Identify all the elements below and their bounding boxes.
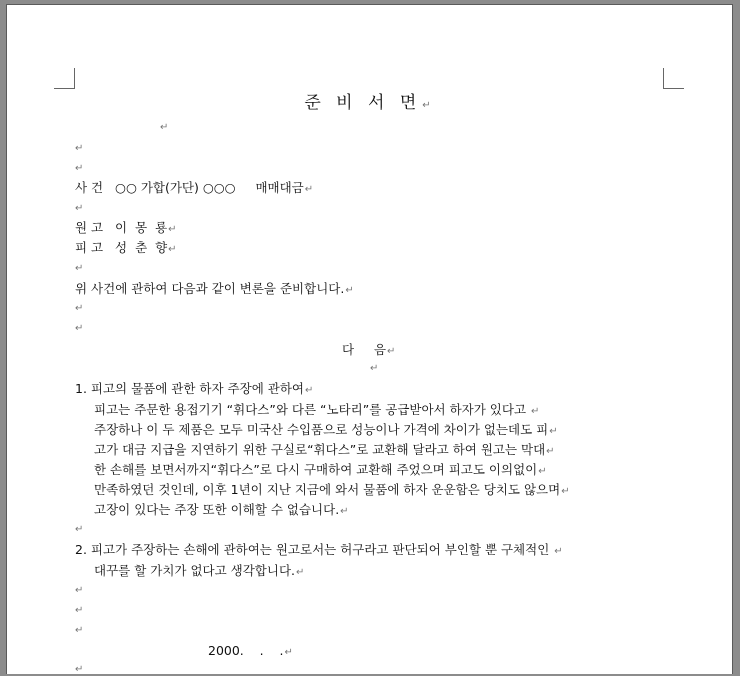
margin-corner-top-left xyxy=(54,68,75,89)
section-heading: 다 음↵ xyxy=(342,342,396,357)
paragraph-mark: ↵ xyxy=(75,524,84,535)
intro-line: 위 사건에 관하여 다음과 같이 변론을 준비합니다.↵ xyxy=(75,281,354,296)
item2-line: 대꾸를 할 가치가 없다고 생각합니다.↵ xyxy=(94,563,305,578)
item1-heading: 1. 피고의 물품에 관한 하자 주장에 관하여↵ xyxy=(75,381,314,396)
paragraph-mark: ↵ xyxy=(75,263,84,274)
item1-line: 주장하나 이 두 제품은 모두 미국산 수입품으로 성능이나 가격에 차이가 없는데도 피↵ xyxy=(94,422,558,437)
paragraph-mark: ↵ xyxy=(75,203,84,214)
paragraph-mark: ↵ xyxy=(75,143,84,154)
paragraph-mark: ↵ xyxy=(75,585,84,596)
case-line: 사 건 ○○ 가합(가단) ○○○ 매매대금↵ xyxy=(75,180,314,195)
paragraph-mark: ↵ xyxy=(370,363,379,374)
item2-heading: 2. 피고가 주장하는 손해에 관하여는 원고로서는 허구라고 판단되어 부인할 뿐 구체적인 ↵ xyxy=(75,542,563,557)
paragraph-mark: ↵ xyxy=(75,303,84,314)
item1-line: 피고는 주문한 용접기기 “휘다스”와 다른 “노타리”를 공급받아서 하자가 있다고 ↵ xyxy=(94,402,540,417)
paragraph-mark: ↵ xyxy=(75,323,84,334)
plaintiff-line: 원 고 이 몽 룡↵ xyxy=(75,220,177,235)
document-title: 준 비 서 면↵ xyxy=(304,93,436,113)
paragraph-mark: ↵ xyxy=(75,605,84,616)
paragraph-mark: ↵ xyxy=(160,122,169,133)
date-line: 2000. . .↵ xyxy=(208,643,293,658)
paragraph-mark: ↵ xyxy=(75,625,84,636)
item1-line: 만족하였던 것인데, 이후 1년이 지난 지금에 와서 물품에 하자 운운함은 당치도 않으며↵ xyxy=(94,482,570,497)
item1-line: 한 손해를 보면서까지“휘다스”로 다시 구매하여 교환해 주었으며 피고도 이의없이↵ xyxy=(94,462,547,477)
paragraph-mark: ↵ xyxy=(75,163,84,174)
item1-line: 고가 대금 지급을 지연하기 위한 구실로“휘다스”로 교환해 달라고 하여 원고는 막대↵ xyxy=(94,442,555,457)
item1-line: 고장이 있다는 주장 또한 이해할 수 없습니다.↵ xyxy=(94,502,349,517)
paragraph-mark: ↵ xyxy=(75,664,84,675)
margin-corner-top-right xyxy=(663,68,684,89)
defendant-line: 피 고 성 춘 향↵ xyxy=(75,240,177,255)
